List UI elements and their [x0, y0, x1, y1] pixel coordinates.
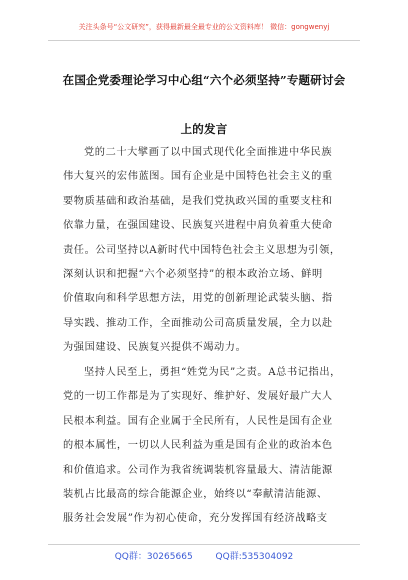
paragraph-line: 责任。公司坚持以A新时代中国特色社会主义思想为引领，	[63, 244, 341, 256]
paragraph-line: 装机占比最高的综合能源企业，始终以“奉献清洁能源、	[63, 488, 328, 500]
paragraph-line: 为强国建设、民族复兴提供不竭动力。	[63, 342, 247, 354]
paragraph-line: 党的一切工作都是为了实现好、维护好、发展好最广大人	[63, 391, 333, 403]
paragraph-line: 要物质基础和政治基础，是我们党执政兴国的重要支柱和	[63, 195, 333, 207]
paragraph-line: 的根本属性，一切以人民利益为重是国有企业的政治本色	[63, 440, 333, 452]
paragraph-line: 导实践、推动工作，全面推动公司高质量发展，全力以赴	[63, 317, 333, 329]
paragraph-line: 价值取向和科学思想方法，用党的创新理论武装头脑、指	[63, 293, 333, 305]
paragraph-line: 依靠力量，在强国建设、民族复兴进程中肩负着重大使命	[63, 220, 333, 232]
paragraph-line: 和价值追求。公司作为我省统调装机容量最大、清洁能源	[63, 464, 333, 476]
footer-qq-group-1: QQ群：30265665	[114, 552, 193, 562]
paragraph-line: 党的二十大擘画了以中国式现代化全面推进中华民族	[84, 147, 333, 158]
header-divider	[48, 40, 360, 41]
footer-qq-group-2: QQ群:535304092	[215, 552, 294, 562]
footer-divider	[48, 544, 360, 545]
header-promo-note: 关注头条号“公文研究”，获得最新最全最专业的公文资料库！ 微信：gongwenyj	[78, 23, 330, 31]
document-title: 在国企党委理论学习中心组“六个必须坚持”专题研讨会	[62, 73, 346, 87]
paragraph-line: 服务社会发展”作为初心使命，充分发挥国有经济战略支	[63, 513, 328, 525]
footer-contact	[0, 549, 408, 562]
paragraph-line: 民根本利益。国有企业属于全民所有，人民性是国有企业	[63, 415, 333, 427]
paragraph-line: 坚持人民至上，勇担“姓党为民”之责。A总书记指出，	[84, 367, 341, 378]
paragraph-1	[63, 141, 355, 361]
paragraph-line: 伟大复兴的宏伟蓝图。国有企业是中国特色社会主义的重	[63, 171, 333, 183]
document-title-continuation: 上的发言	[180, 122, 228, 136]
paragraph-line: 深刻认识和把握“六个必须坚持”的根本政治立场、鲜明	[63, 268, 323, 280]
paragraph-2	[63, 361, 355, 532]
